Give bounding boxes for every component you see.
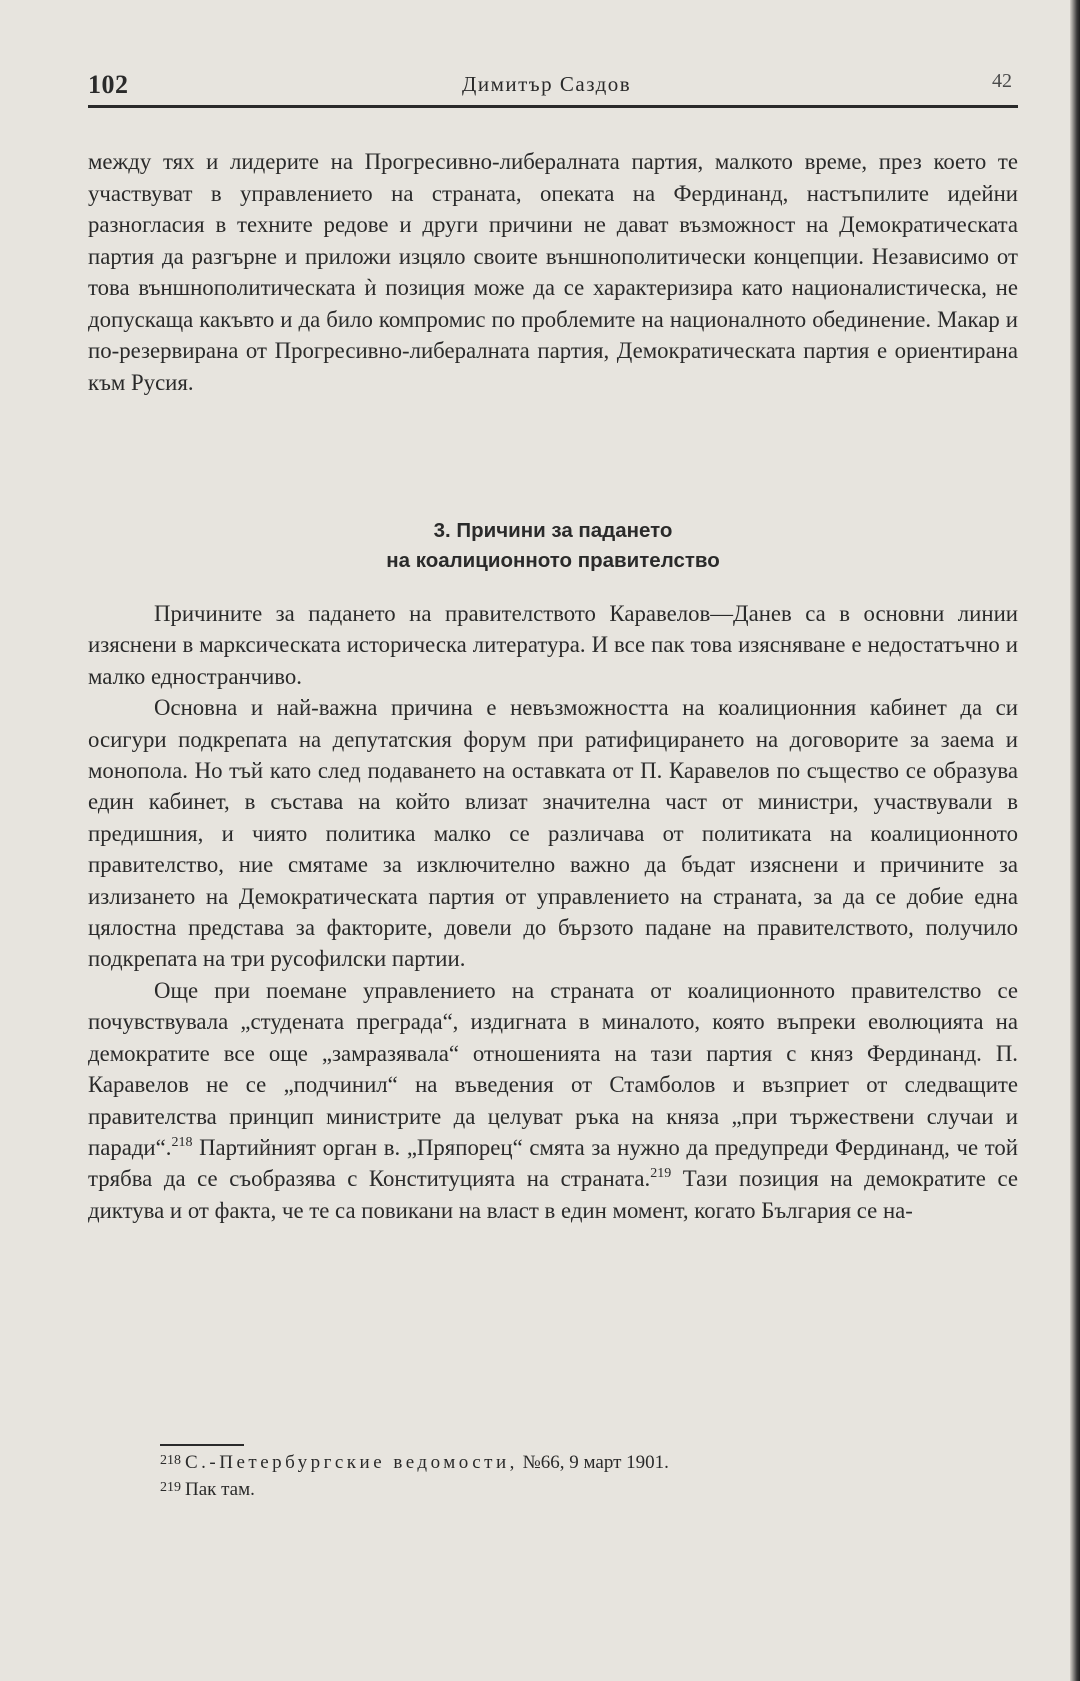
footnote-218	[160, 1448, 960, 1475]
footnotes	[160, 1448, 960, 1502]
footnote-ref-219[interactable]: 219	[650, 1166, 672, 1182]
footnote-detail: №66, 9 март 1901.	[517, 1452, 669, 1473]
section-paragraph-3	[88, 975, 1018, 1226]
footnote-source: Пак там.	[185, 1479, 255, 1500]
section-heading-line-2: на коалиционното правителство	[386, 549, 720, 572]
section-heading-line-1: 3. Причини за падането	[433, 519, 673, 542]
intro-paragraph-block	[88, 146, 1018, 398]
page-number: 102	[88, 70, 129, 99]
footnote-rule	[160, 1444, 244, 1446]
paragraph-3-text-b: Партийният орган в. „Пряпорец“ смята за нужно да предупреди Фердинанд, че той трябва да се съобразява с Конституцията на страната.	[88, 1134, 1018, 1192]
header-rule	[88, 105, 1018, 108]
footnote-219	[160, 1475, 960, 1502]
footnote-number: 218	[160, 1453, 181, 1468]
section-heading	[88, 516, 1018, 576]
margin-page-number: 42	[992, 70, 1012, 92]
section-body	[88, 598, 1018, 1226]
intro-paragraph: между тях и лидерите на Прогресивно-либералната партия, малкото време, през което те участвуват в управлението на страната, опеката на Фердинанд, настъпилите идейни разногласия в техните редове и други причини не дават възможност на Демократическата партия да разгърне и приложи изцяло своите външнополитически концепции. Независимо от това външнополитическата ѝ позиция може да се характеризира като националистическа, не допускаща какъвто и да било компромис по проблемите на националното обединение. Макар и по-резервирана от Прогресивно-либералната партия, Демократическата партия е ориентирана към Русия.	[88, 149, 1018, 395]
paragraph-3-text-a: Още при поемане управлението на страната от коалиционното правителство се почувствувала „студената преграда“, издигната в миналото, която въпреки еволюцията на демократите все още „замразявала“ отношенията на тази партия с княз Фердинанд. П. Каравелов не се „подчинил“ на въведения от Стамболов и възприет от следващите правителства принцип министрите да целуват ръка на княза „при тържествени случаи и паради“.	[88, 977, 1018, 1160]
paragraph-3-text-c: Тази позиция на демократите се диктува и от факта, че те са повикани на власт в един момент, когато България се на-	[88, 1166, 1018, 1223]
page-header	[88, 64, 1018, 104]
section-paragraph-1: Причините за падането на правителството Каравелов—Данев са в основни линии изяснени в марксическата историческа литература. И все пак това изясняване е недостатъчно и малко едностранчиво.	[88, 601, 1018, 689]
footnote-source: С.-Петербургские ведомости,	[185, 1452, 518, 1473]
section-paragraph-2: Основна и най-важна причина е невъзможността на коалиционния кабинет да си осигури подкрепата на депутатския форум при ратифицирането на договорите за заема и монопола. Но тъй като след подаването на оставката от П. Каравелов по същество се образува един кабинет, в състава на който влизат значителна част от министри, участвували в предишния, и чиято политика малко се различава от политиката на коалиционното правителство, ние смятаме за изключително важно да бъдат изяснени и причините за излизането на Демократическата партия от управлението на страната, за да се добие една цялостна представа за факторите, довели до бързото падане на правителството, получило подкрепата на три русофилски партии.	[88, 695, 1018, 972]
book-spine-shadow	[1070, 0, 1080, 1681]
footnote-ref-218[interactable]: 218	[171, 1134, 193, 1150]
running-head-author: Димитър Саздов	[462, 72, 632, 96]
footnote-number: 219	[160, 1480, 181, 1495]
